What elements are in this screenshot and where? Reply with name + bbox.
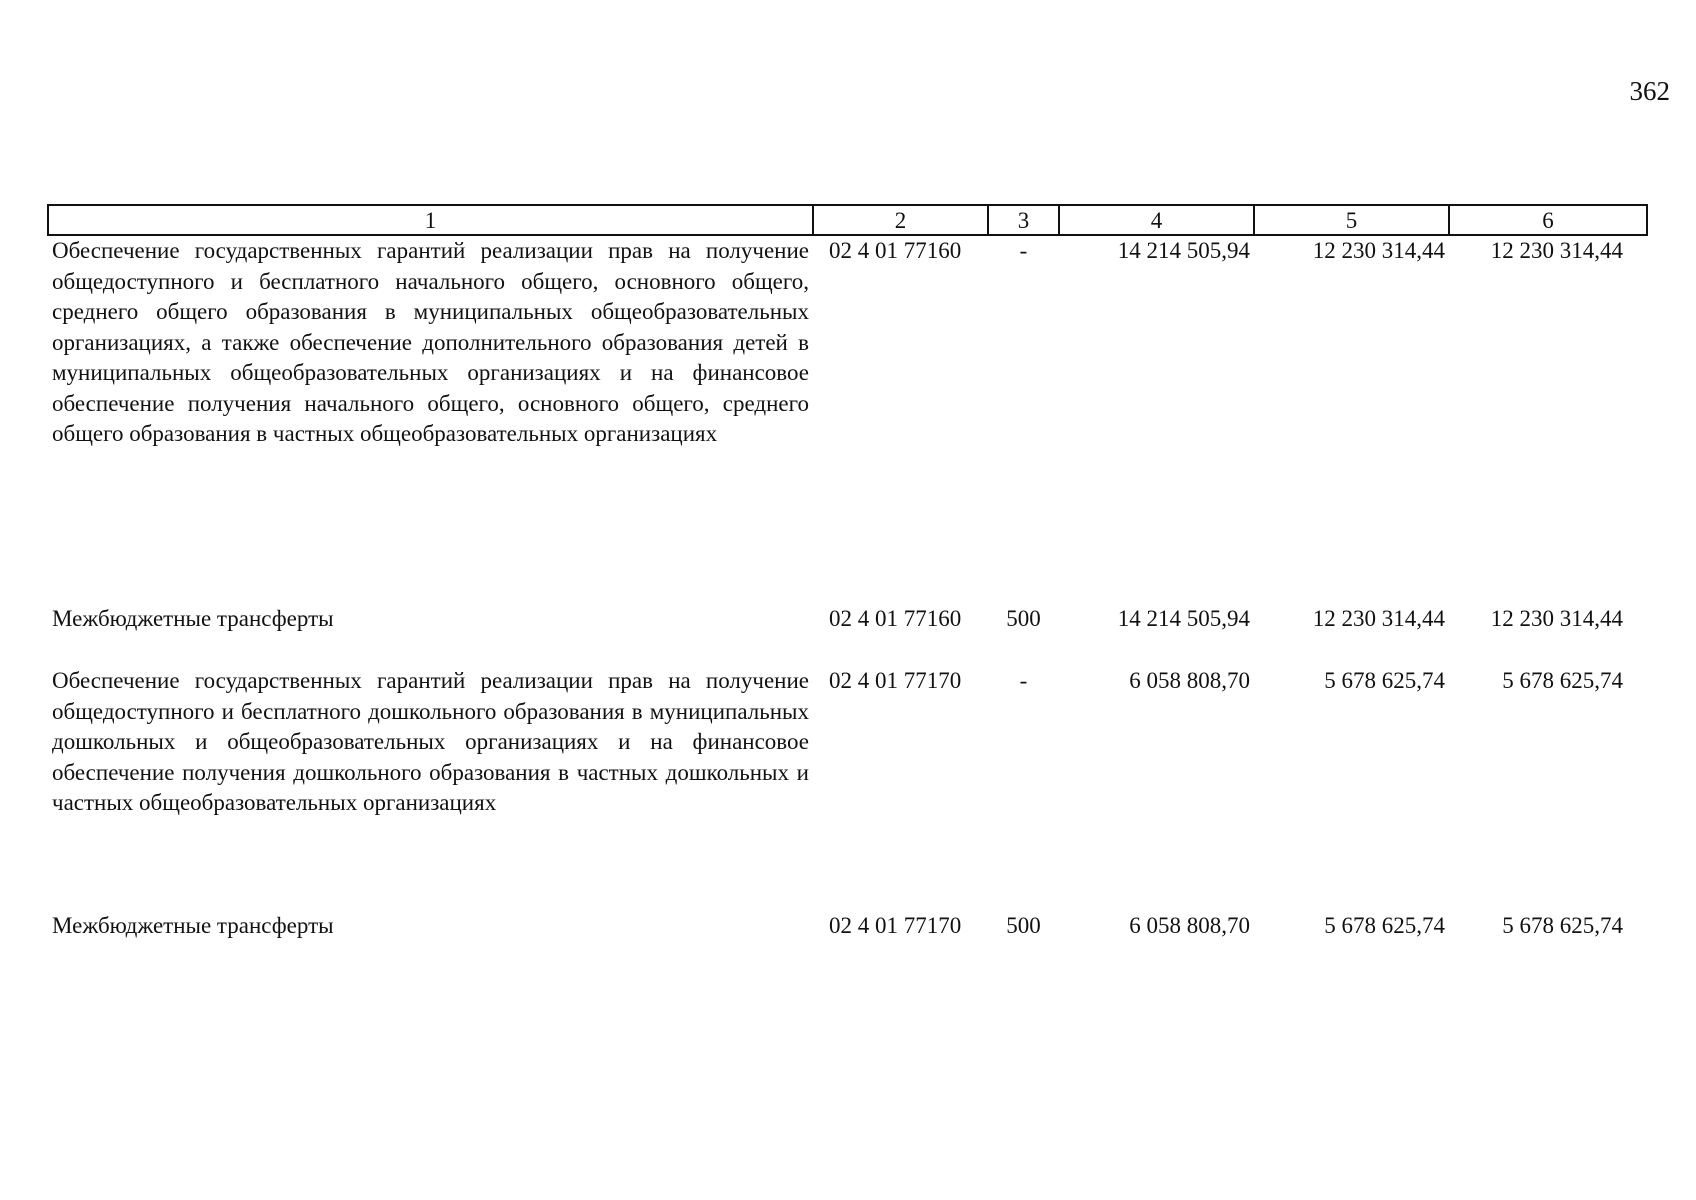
row-amount-col6: 5 678 625,74 (1502, 913, 1623, 938)
column-header-1: 1 (48, 205, 813, 235)
table-header-row (48, 205, 1647, 235)
column-header-5: 5 (1254, 205, 1449, 235)
row-target-code: 02 4 01 77160 (829, 238, 962, 263)
row-description: Межбюджетные трансферты (52, 913, 334, 938)
column-header-4: 4 (1059, 205, 1254, 235)
row-amount-col4: 14 214 505,94 (1117, 238, 1250, 263)
table-row (48, 666, 1647, 911)
row-amount-col5: 5 678 625,74 (1324, 668, 1445, 693)
table-row (48, 604, 1647, 666)
row-target-code: 02 4 01 77170 (829, 913, 962, 938)
row-expense-kind: - (1019, 238, 1028, 263)
column-header-6: 6 (1449, 205, 1647, 235)
row-amount-col4: 14 214 505,94 (1117, 606, 1250, 631)
row-expense-kind: 500 (1006, 606, 1041, 631)
budget-table (47, 204, 1648, 971)
table-row (48, 235, 1647, 604)
row-amount-col5: 12 230 314,44 (1312, 238, 1445, 263)
row-amount-col6: 12 230 314,44 (1490, 606, 1623, 631)
row-description: Межбюджетные трансферты (52, 606, 334, 631)
row-description: Обеспечение государственных гарантий реализации прав на получение общедоступного и бесплатного начального общего, основного общего, среднего общего образования в муниципальных общеобразовательных организациях, а также обеспечение дополнительного образования детей в муниципальных общеобразовательных организациях и на финансовое обеспечение получения начального общего, основного общего, среднего общего образования в частных общеобразовательных организациях (52, 238, 809, 446)
row-amount-col5: 5 678 625,74 (1324, 913, 1445, 938)
row-amount-col4: 6 058 808,70 (1129, 668, 1250, 693)
row-amount-col6: 12 230 314,44 (1490, 238, 1623, 263)
row-target-code: 02 4 01 77170 (829, 668, 962, 693)
page-number: 362 (1629, 76, 1670, 106)
row-amount-col6: 5 678 625,74 (1502, 668, 1623, 693)
row-description: Обеспечение государственных гарантий реализации прав на получение общедоступного и бесплатного дошкольного образования в муниципальных дошкольных и общеобразовательных организациях и на финансовое обеспечение получения дошкольного образования в частных дошкольных и частных общеобразовательных организациях (52, 668, 809, 815)
column-header-3: 3 (988, 205, 1059, 235)
row-expense-kind: 500 (1006, 913, 1041, 938)
row-expense-kind: - (1019, 668, 1028, 693)
table-row (48, 911, 1647, 971)
row-amount-col5: 12 230 314,44 (1312, 606, 1445, 631)
row-amount-col4: 6 058 808,70 (1129, 913, 1250, 938)
row-target-code: 02 4 01 77160 (829, 606, 962, 631)
column-header-2: 2 (813, 205, 988, 235)
